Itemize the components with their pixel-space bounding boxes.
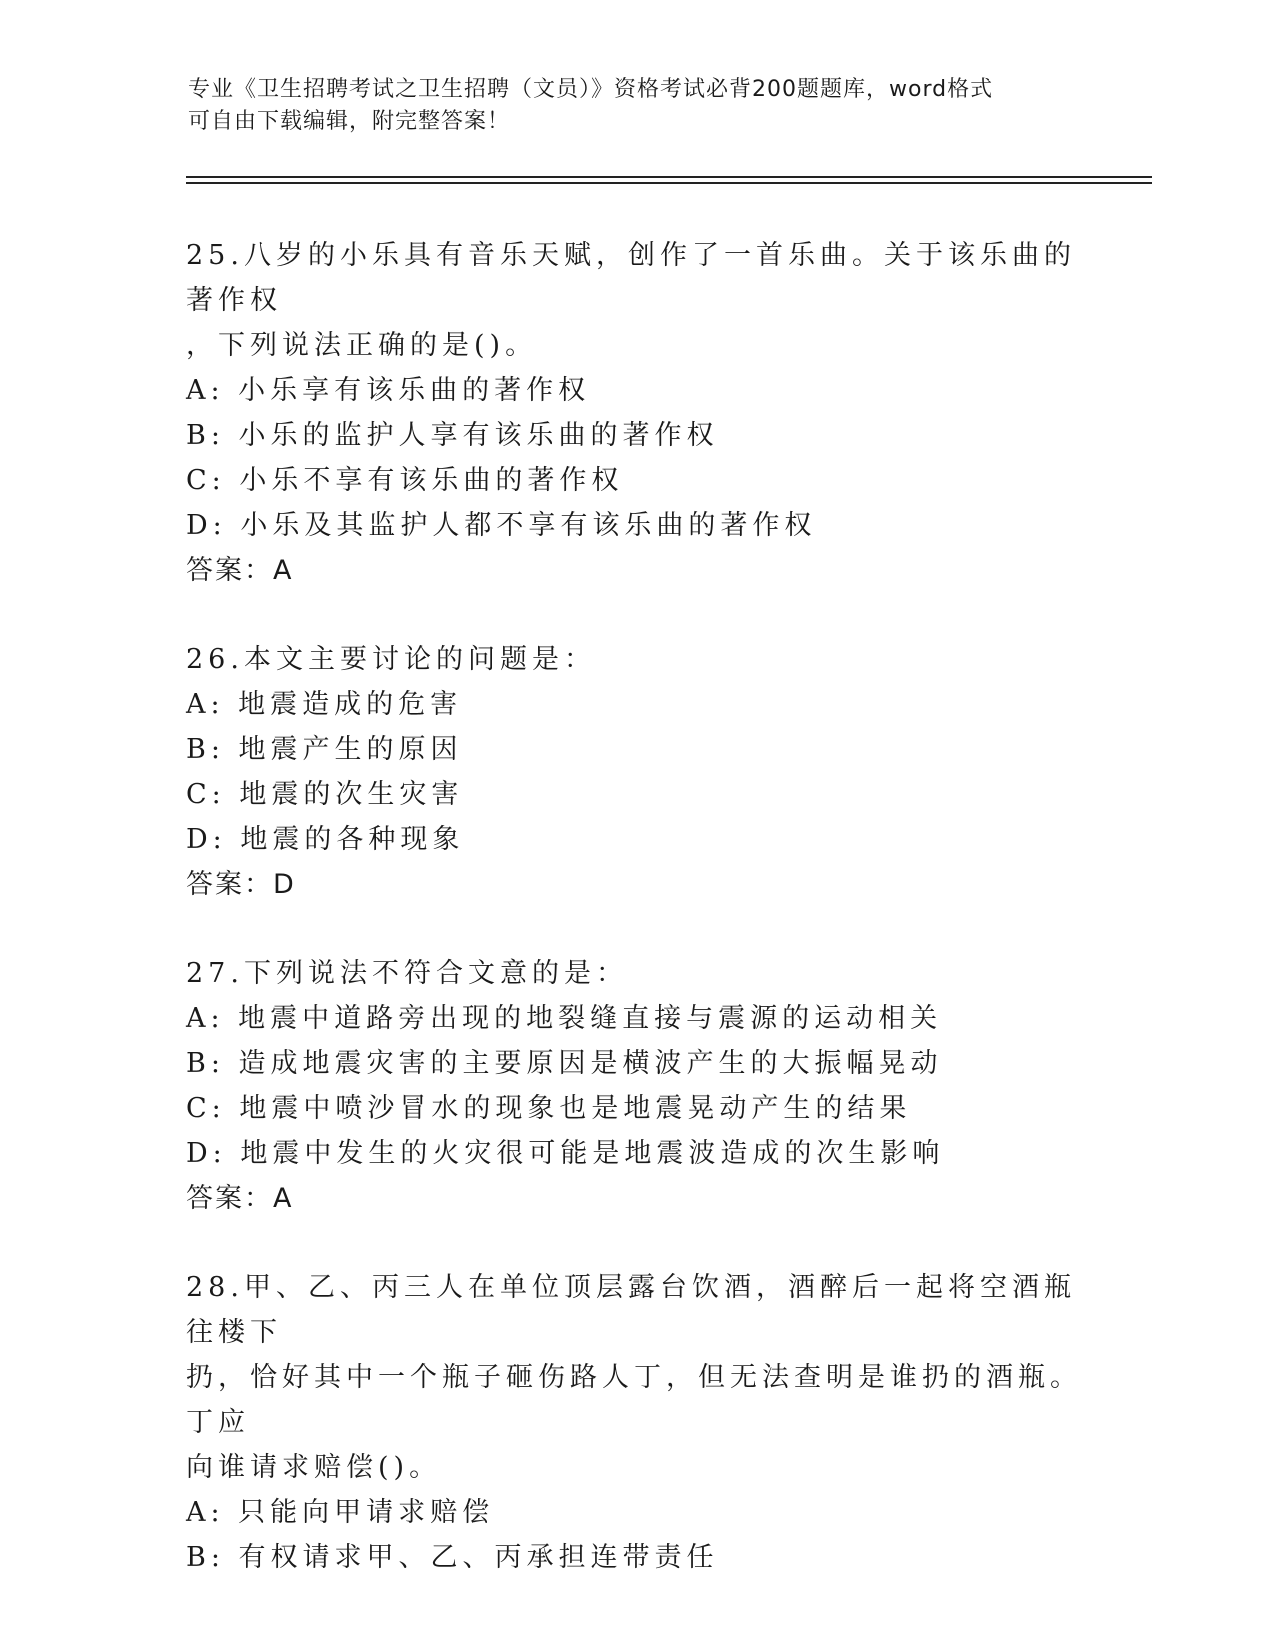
option-b: B: 造成地震灾害的主要原因是横波产生的大振幅晃动: [186, 1048, 943, 1079]
option-a: A: 只能向甲请求赔偿: [186, 1497, 495, 1528]
question-28: [186, 1265, 1086, 1580]
question-text-line: 28.甲、乙、丙三人在单位顶层露台饮酒，酒醉后一起将空酒瓶往楼下: [186, 1272, 1076, 1348]
question-text-line: 向谁请求赔偿()。: [186, 1452, 442, 1483]
question-text-line: 26.本文主要讨论的问题是：: [186, 644, 596, 675]
option-a: A: 地震中道路旁出现的地裂缝直接与震源的运动相关: [186, 1003, 943, 1034]
header-divider-top: [186, 176, 1152, 178]
option-c: C: 地震的次生灾害: [186, 779, 464, 810]
question-text-line: ，下列说法正确的是()。: [186, 330, 538, 361]
option-a: A: 地震造成的危害: [186, 689, 463, 720]
option-c: C: 地震中喷沙冒水的现象也是地震晃动产生的结果: [186, 1093, 912, 1124]
answer: 答案：D: [186, 869, 296, 900]
header-line-2: 可自由下载编辑，附完整答案！: [188, 109, 511, 134]
option-b: B: 地震产生的原因: [186, 734, 463, 765]
question-25: [186, 233, 1086, 593]
option-c: C: 小乐不享有该乐曲的著作权: [186, 465, 624, 496]
question-27: [186, 951, 1086, 1221]
answer: 答案：A: [186, 555, 294, 586]
question-text-line: 25.八岁的小乐具有音乐天赋，创作了一首乐曲。关于该乐曲的著作权: [186, 240, 1076, 316]
option-d: D: 地震中发生的火灾很可能是地震波造成的次生影响: [186, 1138, 945, 1169]
document-header: [188, 74, 1088, 138]
option-b: B: 有权请求甲、乙、丙承担连带责任: [186, 1542, 719, 1573]
header-line-1: 专业《卫生招聘考试之卫生招聘（文员）》资格考试必背200题题库，word格式: [188, 77, 994, 102]
option-d: D: 地震的各种现象: [186, 824, 465, 855]
header-divider-bottom: [186, 182, 1152, 184]
option-d: D: 小乐及其监护人都不享有该乐曲的著作权: [186, 510, 817, 541]
option-a: A: 小乐享有该乐曲的著作权: [186, 375, 591, 406]
question-text-line: 扔，恰好其中一个瓶子砸伤路人丁，但无法查明是谁扔的酒瓶。丁应: [186, 1362, 1082, 1438]
answer: 答案：A: [186, 1183, 294, 1214]
question-26: [186, 637, 1086, 907]
question-list: [186, 233, 1086, 1624]
question-text-line: 27.下列说法不符合文意的是：: [186, 958, 628, 989]
option-b: B: 小乐的监护人享有该乐曲的著作权: [186, 420, 719, 451]
